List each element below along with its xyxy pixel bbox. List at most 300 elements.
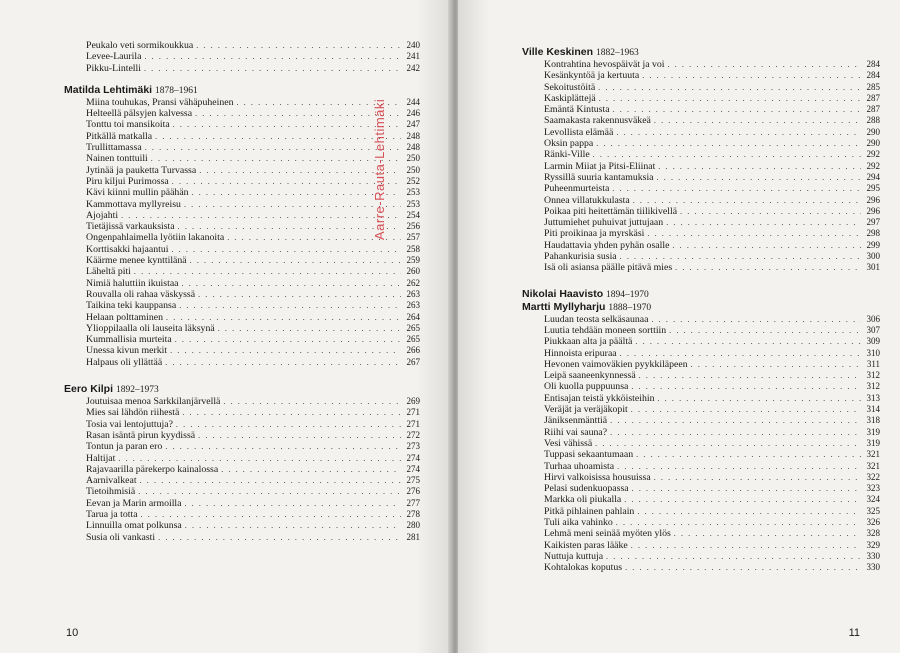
entry-list xyxy=(64,396,420,543)
toc-entry xyxy=(544,240,880,251)
entry-title: Riihi vai sauna? xyxy=(544,426,608,438)
entry-title: Oksin pappa xyxy=(544,138,594,150)
toc-section xyxy=(64,84,420,368)
toc-entry xyxy=(544,348,880,359)
entry-title: Unessa kivun merkit xyxy=(86,345,168,357)
toc-entry xyxy=(86,108,420,119)
entry-page-number: 321 xyxy=(866,449,880,460)
toc-entry xyxy=(86,312,420,323)
dot-leader xyxy=(185,520,401,531)
dot-leader xyxy=(166,312,401,323)
dot-leader xyxy=(610,427,861,438)
toc-entry xyxy=(544,70,880,81)
toc-entry xyxy=(544,540,880,551)
dot-leader xyxy=(654,472,861,483)
right-page-number: 11 xyxy=(848,627,860,639)
author-years: 1878–1961 xyxy=(155,85,198,96)
dot-leader xyxy=(171,244,401,255)
entry-list xyxy=(522,314,880,574)
entry-page-number: 319 xyxy=(866,437,880,448)
dot-leader xyxy=(140,475,401,486)
entry-title: Susia oli vankasti xyxy=(86,531,156,543)
entry-page-number: 326 xyxy=(866,516,880,527)
entry-title: Trullittamassa xyxy=(86,142,142,154)
toc-entry xyxy=(86,131,420,142)
dot-leader xyxy=(598,82,861,93)
dot-leader xyxy=(198,430,401,441)
toc-entry xyxy=(86,509,420,520)
entry-title: Piru kiljui Purimossa xyxy=(86,175,169,187)
toc-entry xyxy=(544,494,880,505)
entry-page-number: 314 xyxy=(866,404,880,415)
entry-page-number: 319 xyxy=(866,426,880,437)
toc-entry xyxy=(86,453,420,464)
entry-title: Kontrahtina hevospäivät ja voi xyxy=(544,59,665,70)
entry-title: Levee-Laurila xyxy=(86,51,142,63)
dot-leader xyxy=(669,325,861,336)
author-name: Ville Keskinen xyxy=(522,46,594,58)
dot-leader xyxy=(221,464,401,475)
entry-page-number: 250 xyxy=(406,164,420,175)
dot-leader xyxy=(624,494,861,505)
dot-leader xyxy=(632,483,861,494)
dot-leader xyxy=(134,266,401,277)
dot-leader xyxy=(179,300,401,311)
entry-page-number: 258 xyxy=(406,243,420,254)
toc-entry xyxy=(544,206,880,217)
entry-title: Pelasi sudenkuopassa xyxy=(544,483,629,495)
toc-section xyxy=(522,301,880,574)
toc-section xyxy=(64,383,420,543)
dot-leader xyxy=(668,59,861,70)
entry-title: Hinnoista eripuraa xyxy=(544,347,617,359)
dot-leader xyxy=(666,217,861,228)
dot-leader xyxy=(636,449,861,460)
entry-title: Larmin Miiat ja Pitsi-Eliinat xyxy=(544,160,656,172)
entry-page-number: 323 xyxy=(866,483,880,494)
dot-leader xyxy=(182,278,401,289)
entry-title: Linnuilla omat polkunsa xyxy=(86,520,182,532)
toc-entry xyxy=(86,430,420,441)
dot-leader xyxy=(158,532,401,543)
entry-page-number: 299 xyxy=(866,239,880,250)
entry-page-number: 287 xyxy=(866,92,880,103)
entry-page-number: 329 xyxy=(866,539,880,550)
entry-page-number: 252 xyxy=(406,175,420,186)
entry-title: Sekoitustöitä xyxy=(544,81,596,93)
entry-title: Kammottava myllyreisu xyxy=(86,198,181,210)
toc-entry xyxy=(86,210,420,221)
dot-leader xyxy=(175,334,401,345)
dot-leader xyxy=(145,142,401,153)
author-heading xyxy=(522,288,880,301)
dot-leader xyxy=(657,172,861,183)
entry-page-number: 324 xyxy=(866,494,880,505)
entry-title: Luudan teosta selkäsaunaa xyxy=(544,313,649,325)
dot-leader xyxy=(155,131,401,142)
entry-title: Nuttuja kuttuja xyxy=(544,550,604,562)
entry-page-number: 266 xyxy=(406,345,420,356)
toc-entry xyxy=(544,438,880,449)
entry-title: Ylioppilaalla oli lauseita läksynä xyxy=(86,322,215,334)
dot-leader xyxy=(176,419,401,430)
entry-title: Juttumiehet puhuivat juttujaan xyxy=(544,217,664,229)
dot-leader xyxy=(198,289,401,300)
entry-page-number: 265 xyxy=(406,322,420,333)
dot-leader xyxy=(178,221,401,232)
toc-entry xyxy=(544,404,880,415)
entry-page-number: 285 xyxy=(866,81,880,92)
dot-leader xyxy=(172,176,401,187)
toc-entry xyxy=(86,51,420,62)
toc-entry xyxy=(86,119,420,130)
dot-leader xyxy=(173,119,401,130)
entry-page-number: 274 xyxy=(406,452,420,463)
toc-entry xyxy=(544,359,880,370)
toc-entry xyxy=(544,82,880,93)
toc-section xyxy=(522,46,880,274)
author-name: Martti Myllyharju xyxy=(522,300,606,313)
toc-entry xyxy=(544,370,880,381)
dot-leader xyxy=(631,540,861,551)
dot-leader xyxy=(675,262,861,273)
dot-leader xyxy=(195,108,401,119)
entry-page-number: 290 xyxy=(866,126,880,137)
dot-leader xyxy=(595,438,861,449)
toc-section xyxy=(64,40,420,74)
entry-page-number: 242 xyxy=(406,62,420,73)
dot-leader xyxy=(680,206,861,217)
toc-entry xyxy=(544,251,880,262)
dot-leader xyxy=(674,528,861,539)
toc-entry xyxy=(544,115,880,126)
entry-page-number: 262 xyxy=(406,277,420,288)
dot-leader xyxy=(165,357,401,368)
toc-entry xyxy=(86,97,420,108)
dot-leader xyxy=(616,517,861,528)
entry-page-number: 259 xyxy=(406,255,420,266)
toc-entry xyxy=(86,532,420,543)
author-name: Matilda Lehtimäki xyxy=(64,83,153,96)
entry-page-number: 274 xyxy=(406,463,420,474)
entry-page-number: 284 xyxy=(866,59,880,69)
dot-leader xyxy=(184,199,401,210)
entry-title: Tonttu toi mansikoita xyxy=(86,119,170,131)
entry-title: Pitkällä matkalla xyxy=(86,130,153,142)
toc-entry xyxy=(86,520,420,531)
dot-leader xyxy=(151,153,401,164)
entry-title: Ränki-Ville xyxy=(544,149,590,161)
entry-page-number: 298 xyxy=(866,228,880,239)
entry-page-number: 312 xyxy=(866,370,880,381)
dot-leader xyxy=(196,40,401,51)
toc-entry xyxy=(544,217,880,228)
entry-title: Piti proikinaa ja myrskäsi xyxy=(544,228,645,240)
dot-leader xyxy=(593,149,861,160)
toc-entry xyxy=(544,449,880,460)
toc-entry xyxy=(86,221,420,232)
toc-entry xyxy=(544,427,880,438)
toc-entry xyxy=(544,138,880,149)
toc-entry xyxy=(544,228,880,239)
entry-title: Vesi vähissä xyxy=(544,437,593,449)
entry-title: Tietäjissä varkauksista xyxy=(86,221,175,233)
dot-leader xyxy=(647,228,861,239)
toc-entry xyxy=(544,104,880,115)
dot-leader xyxy=(691,359,861,370)
toc-entry xyxy=(86,199,420,210)
entry-page-number: 275 xyxy=(406,475,420,486)
entry-title: Rasan isäntä pirun kyydissä xyxy=(86,429,196,441)
entry-page-number: 253 xyxy=(406,187,420,198)
toc-entry xyxy=(86,40,420,51)
entry-title: Piukkaan alta ja päältä xyxy=(544,336,633,348)
toc-entry xyxy=(544,183,880,194)
dot-leader xyxy=(141,509,401,520)
toc-entry xyxy=(544,149,880,160)
entry-page-number: 273 xyxy=(406,441,420,452)
entry-title: Jytinää ja pauketta Turvassa xyxy=(86,164,197,176)
entry-page-number: 265 xyxy=(406,334,420,345)
entry-title: Onnea villatukkulasta xyxy=(544,194,630,206)
dot-leader xyxy=(596,138,861,149)
toc-entry xyxy=(544,93,880,104)
toc-section xyxy=(522,288,880,301)
author-heading xyxy=(522,301,880,314)
entry-title: Pitkä pihlainen pahlain xyxy=(544,505,635,517)
toc-entry xyxy=(544,161,880,172)
library-stamp: Aarre-Rauta-Lehtimäki xyxy=(372,98,387,240)
dot-leader xyxy=(620,348,861,359)
entry-title: Poikaa piti heitettämän tiilikivellä xyxy=(544,205,678,217)
toc-entry xyxy=(86,323,420,334)
left-page-number: 10 xyxy=(66,627,79,639)
entry-page-number: 296 xyxy=(866,205,880,216)
toc-entry xyxy=(86,486,420,497)
entry-title: Pikku-Lintelli xyxy=(86,62,141,74)
entry-title: Aarnivalkeat xyxy=(86,475,137,487)
entry-title: Turhaa uhoamista xyxy=(544,460,615,472)
entry-title: Hevonen vaimoväkien pyykkiläpeen xyxy=(544,358,688,370)
entry-page-number: 241 xyxy=(406,51,420,62)
dot-leader xyxy=(192,187,401,198)
toc-entry xyxy=(86,441,420,452)
entry-title: Ajojahti xyxy=(86,209,119,221)
toc-entry xyxy=(544,528,880,539)
dot-leader xyxy=(599,93,861,104)
entry-title: Hirvi valkoisissa housuissa xyxy=(544,471,651,483)
author-years: 1892–1973 xyxy=(115,385,159,396)
author-heading xyxy=(522,46,880,59)
entry-title: Nimiä haluttiin ikuistaa xyxy=(86,277,179,289)
dot-leader xyxy=(184,498,401,509)
toc-entry xyxy=(86,300,420,311)
toc-entry xyxy=(544,551,880,562)
toc-entry xyxy=(86,165,420,176)
author-heading xyxy=(64,84,420,97)
toc-entry xyxy=(86,244,420,255)
entry-title: Tuppasi sekaantumaan xyxy=(544,449,634,461)
entry-page-number: 257 xyxy=(406,232,420,243)
toc-entry xyxy=(86,255,420,266)
author-name: Nikolai Haavisto xyxy=(522,287,604,300)
dot-leader xyxy=(121,210,401,221)
entry-page-number: 244 xyxy=(406,96,420,107)
entry-page-number: 309 xyxy=(866,336,880,347)
toc-entry xyxy=(86,407,420,418)
entry-page-number: 330 xyxy=(866,562,880,573)
entry-title: Leipä saaneenkynnessä xyxy=(544,370,636,382)
entry-title: Mies sai lähdön riihestä xyxy=(86,407,180,419)
entry-page-number: 263 xyxy=(406,288,420,299)
entry-page-number: 288 xyxy=(866,115,880,126)
entry-title: Ongenpahlaimella lyötiin lakanoita xyxy=(86,232,225,244)
dot-leader xyxy=(610,415,861,426)
toc-entry xyxy=(544,472,880,483)
toc-entry xyxy=(86,357,420,368)
toc-entry xyxy=(86,153,420,164)
entry-title: Puheenmurteista xyxy=(544,183,610,195)
entry-title: Helaan polttaminen xyxy=(86,311,163,323)
entry-title: Helteellä pälsyjen kalvessa xyxy=(86,108,193,120)
entry-page-number: 246 xyxy=(406,108,420,119)
entry-title: Nainen tonttuili xyxy=(86,153,148,165)
entry-title: Markka oli piukalla xyxy=(544,494,622,506)
entry-title: Tarua ja totta xyxy=(86,508,138,520)
entry-title: Rajavaarilla pärekerpo kainalossa xyxy=(86,463,219,475)
entry-page-number: 294 xyxy=(866,171,880,182)
dot-leader xyxy=(223,396,401,407)
entry-title: Tuli aika vahinko xyxy=(544,516,613,528)
toc-entry xyxy=(86,187,420,198)
entry-page-number: 318 xyxy=(866,415,880,426)
dot-leader xyxy=(635,336,861,347)
toc-entry xyxy=(544,195,880,206)
toc-entry xyxy=(86,63,420,74)
dot-leader xyxy=(658,161,861,172)
entry-page-number: 295 xyxy=(866,183,880,194)
dot-leader xyxy=(616,127,861,138)
entry-page-number: 292 xyxy=(866,149,880,160)
entry-title: Luutia tehdään moneen sorttiin xyxy=(544,324,667,336)
entry-page-number: 254 xyxy=(406,209,420,220)
entry-title: Kävi kiinni mullin päähän xyxy=(86,187,189,199)
entry-title: Rouvalla oli rahaa väskyssä xyxy=(86,288,196,300)
entry-page-number: 272 xyxy=(406,429,420,440)
toc-entry xyxy=(86,266,420,277)
dot-leader xyxy=(190,255,401,266)
entry-title: Tosia vai lentojuttuja? xyxy=(86,418,173,430)
entry-page-number: 276 xyxy=(406,486,420,497)
dot-leader xyxy=(144,51,401,62)
entry-page-number: 321 xyxy=(866,460,880,471)
dot-leader xyxy=(170,345,401,356)
toc-entry xyxy=(544,483,880,494)
dot-leader xyxy=(165,441,401,452)
toc-entry xyxy=(544,325,880,336)
entry-title: Entisajan teistä ykköisteihin xyxy=(544,392,655,404)
author-years: 1888–1970 xyxy=(608,302,652,313)
toc-entry xyxy=(86,475,420,486)
toc-entry xyxy=(86,498,420,509)
entry-title: Joutuisaa menoa Sarkkilanjärvellä xyxy=(86,396,221,408)
toc-entry xyxy=(544,336,880,347)
entry-title: Levollista elämää xyxy=(544,126,614,138)
dot-leader xyxy=(639,370,861,381)
toc-entry xyxy=(544,381,880,392)
entry-page-number: 330 xyxy=(866,550,880,561)
toc-entry xyxy=(86,464,420,475)
dot-leader xyxy=(144,63,401,74)
entry-title: Kohtalokas koputus xyxy=(544,562,623,574)
entry-title: Kesänkyntöä ja kertuuta xyxy=(544,70,640,82)
entry-page-number: 306 xyxy=(866,313,880,324)
entry-list xyxy=(64,40,420,74)
entry-page-number: 264 xyxy=(406,311,420,322)
author-years: 1882–1963 xyxy=(595,48,639,58)
dot-leader xyxy=(620,251,861,262)
dot-leader xyxy=(633,195,861,206)
entry-page-number: 297 xyxy=(866,217,880,228)
entry-title: Peukalo veti sormikoukkua xyxy=(86,40,194,51)
entry-title: Miina touhukas, Pransi vähäpuheinen xyxy=(86,96,234,108)
entry-page-number: 247 xyxy=(406,119,420,130)
dot-leader xyxy=(672,240,861,251)
entry-page-number: 260 xyxy=(406,266,420,277)
dot-leader xyxy=(625,562,861,573)
entry-title: Jäniksenmänttiä xyxy=(544,415,608,427)
entry-page-number: 250 xyxy=(406,153,420,164)
entry-page-number: 248 xyxy=(406,130,420,141)
toc-entry xyxy=(544,506,880,517)
entry-title: Taikina teki kauppansa xyxy=(86,300,177,312)
dot-leader xyxy=(612,183,861,194)
entry-page-number: 278 xyxy=(406,508,420,519)
toc-entry xyxy=(86,142,420,153)
author-name: Eero Kilpi xyxy=(64,383,114,396)
toc-entry xyxy=(86,176,420,187)
toc-entry xyxy=(544,262,880,273)
entry-title: Ryssillä suuria kantamuksia xyxy=(544,171,654,183)
toc-entry xyxy=(544,59,880,70)
entry-page-number: 281 xyxy=(406,531,420,542)
dot-leader xyxy=(654,115,861,126)
entry-page-number: 267 xyxy=(406,356,420,367)
entry-title: Tietoihmisiä xyxy=(86,486,136,498)
author-heading xyxy=(64,383,420,396)
dot-leader xyxy=(613,104,861,115)
entry-title: Kaskiplättejä xyxy=(544,92,596,104)
toc-entry xyxy=(86,289,420,300)
entry-page-number: 256 xyxy=(406,221,420,232)
toc-entry xyxy=(544,517,880,528)
dot-leader xyxy=(637,506,861,517)
dot-leader xyxy=(138,486,401,497)
entry-title: Läheltä piti xyxy=(86,266,131,278)
entry-page-number: 322 xyxy=(866,471,880,482)
entry-title: Oli kuolla puppuunsa xyxy=(544,381,629,393)
entry-page-number: 307 xyxy=(866,324,880,335)
entry-page-number: 296 xyxy=(866,194,880,205)
entry-page-number: 284 xyxy=(866,70,880,81)
entry-page-number: 263 xyxy=(406,300,420,311)
entry-page-number: 240 xyxy=(406,40,420,50)
dot-leader xyxy=(617,461,861,472)
entry-page-number: 312 xyxy=(866,381,880,392)
toc-entry xyxy=(544,415,880,426)
entry-title: Kaikisten paras lääke xyxy=(544,539,628,551)
dot-leader xyxy=(631,381,861,392)
